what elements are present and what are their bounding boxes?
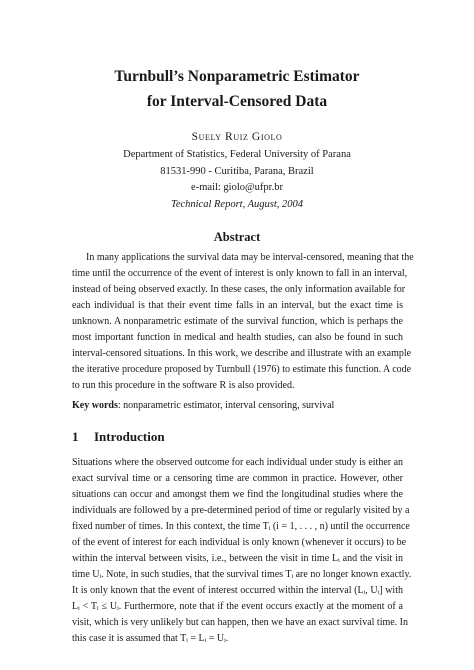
intro-line: this case it is assumed that Tᵢ = Lᵢ = Uᵢ. bbox=[72, 633, 229, 644]
abstract-line: to run this procedure in the software R is also provided. bbox=[72, 380, 295, 391]
intro-line: within the interval between visits, i.e., between the visit in time Lᵢ and the visit in bbox=[72, 553, 403, 564]
abstract-line: the iterative procedure proposed by Turnbull (1976) to estimate this function. A code bbox=[72, 364, 412, 375]
keywords-label: Key words bbox=[72, 400, 118, 411]
author-email: e-mail: giolo@ufpr.br bbox=[191, 182, 283, 193]
intro-line: exact survival time or a censoring time are common in practice. However, other bbox=[72, 473, 403, 484]
intro-line: fixed number of times. In this context, the time Tᵢ (i = 1, . . . , n) until the occurrence bbox=[72, 521, 410, 532]
abstract-line: interval-censored situations. In this work, we describe and illustrate with an example bbox=[72, 348, 412, 359]
intro-line: individuals are followed by a pre-determined period of time or regularly visited by a bbox=[72, 505, 410, 516]
abstract-line: unknown. A nonparametric estimate of the survival function, which is perhaps the bbox=[72, 316, 403, 327]
intro-line: situations can occur and amongst them we find the longitudinal studies where the bbox=[72, 489, 403, 500]
keywords bbox=[72, 398, 334, 414]
intro-line: time Uᵢ. Note, in such studies, that the survival times Tᵢ are no longer known exactly. bbox=[72, 569, 412, 580]
author-address: 81531-990 - Curitiba, Parana, Brazil bbox=[160, 166, 314, 177]
section-title: Introduction bbox=[94, 429, 165, 444]
intro-line: Situations where the observed outcome for each individual under study is either an bbox=[72, 457, 404, 468]
keywords-text: : nonparametric estimator, interval censoring, survival bbox=[117, 400, 335, 411]
abstract-heading: Abstract bbox=[213, 230, 261, 244]
abstract-line: most important function in medical and health studies, can also be found in such bbox=[72, 332, 403, 343]
abstract-line: instead of being observed exactly. In these cases, the only information available for bbox=[72, 284, 406, 295]
intro-line: visit, which is very unlikely but can happen, then we have an exact survival time. In bbox=[72, 617, 409, 628]
intro-line: It is only known that the event of interest occurred within the interval (Lᵢ, Uᵢ] with bbox=[72, 585, 403, 596]
abstract-line: time until the occurrence of the event of interest is only known to fall in an interval, bbox=[72, 268, 408, 279]
abstract-line: each individual is that their event time falls in an interval, but the exact time is bbox=[72, 300, 403, 311]
abstract-line: In many applications the survival data may be interval-censored, meaning that the bbox=[86, 252, 414, 263]
intro-line: of the event of interest for each individual is only known (whenever it occurs) to be bbox=[72, 537, 407, 548]
section-heading bbox=[72, 428, 165, 446]
paper-title-line-1: Turnbull’s Nonparametric Estimator bbox=[114, 68, 360, 85]
author-name: Suely Ruiz Giolo bbox=[191, 131, 283, 143]
section-number: 1 bbox=[72, 429, 79, 444]
intro-line: Lᵢ < Tᵢ ≤ Uᵢ. Furthermore, note that if the event occurs exactly at the moment of a bbox=[72, 601, 403, 612]
report-info: Technical Report, August, 2004 bbox=[170, 199, 304, 210]
author-affiliation: Department of Statistics, Federal University of Parana bbox=[123, 149, 351, 160]
paper-title-line-2: for Interval-Censored Data bbox=[146, 93, 328, 110]
